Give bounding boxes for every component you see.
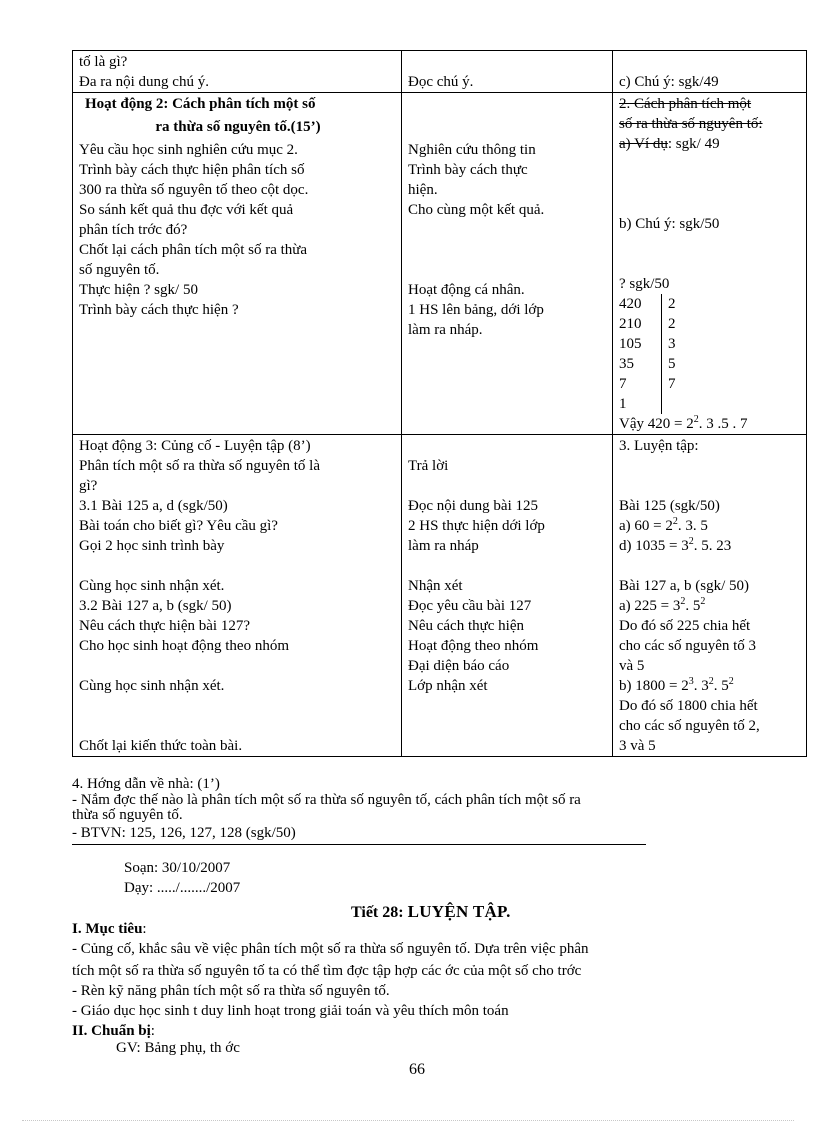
exponent: 2 — [728, 676, 734, 687]
equation-text: a) 225 = 3 — [619, 598, 681, 614]
text-line: So sánh kết quả thu đợc với kết quả — [79, 202, 294, 218]
exponent: 2 — [680, 596, 686, 607]
text-line: hiện. — [408, 182, 438, 198]
text-line: tố là gì? — [79, 54, 128, 70]
goal-line: - Rèn kỹ năng phân tích một số ra thừa số nguyên tố. — [72, 983, 390, 999]
equation-text: . 5 — [713, 678, 729, 694]
factor-divisor: 2 — [661, 314, 676, 334]
teacher-activity-cell — [73, 51, 402, 93]
text-line: c) Chú ý: sgk/49 — [619, 74, 719, 90]
homework-line: - Nắm đợc thế nào là phân tích một số ra thừa số nguyên tố, cách phân tích một số ra — [72, 792, 581, 808]
exponent: 2 — [693, 414, 699, 425]
text-line: Đa ra nội dung chú ý. — [79, 74, 209, 90]
text-line: Cho học sinh hoạt động theo nhóm — [79, 638, 289, 654]
text-line: Nghiên cứu thông tin — [408, 142, 536, 158]
homework-line: thừa số nguyên tố. — [72, 807, 183, 823]
factorization-column — [619, 294, 802, 414]
equation-text: . 3 — [693, 678, 709, 694]
text-line: Lớp nhận xét — [408, 678, 488, 694]
page-bottom-edge — [22, 1120, 794, 1121]
factor-row — [619, 354, 802, 374]
lesson-name: LUYỆN TẬP. — [407, 902, 511, 921]
text-line: b) Chú ý: sgk/50 — [619, 216, 720, 232]
date-taught: Dạy: ...../......./2007 — [124, 880, 241, 896]
divider — [72, 844, 646, 845]
text-line — [408, 556, 608, 576]
page-number: 66 — [409, 1061, 425, 1078]
text-line: và 5 — [619, 658, 645, 674]
text-line: làm ra nháp — [408, 538, 479, 554]
activity-heading: ra thừa số nguyên tố.(15’) — [155, 119, 321, 135]
factor-divisor: 7 — [661, 374, 676, 394]
teacher-materials: GV: Bảng phụ, th ớc — [116, 1040, 240, 1056]
text-line — [408, 436, 608, 456]
student-activity-cell — [402, 51, 613, 93]
text-line: Trình bày cách thực hiện ? — [79, 302, 239, 318]
factor-divisor — [661, 394, 668, 414]
student-activity-cell — [402, 435, 613, 757]
factor-divisor: 5 — [661, 354, 676, 374]
example-label: a) Ví dụ — [619, 136, 668, 152]
text-line: phân tích trớc đó? — [79, 222, 188, 238]
factor-number: 1 — [619, 396, 627, 412]
text-line — [79, 716, 397, 736]
section-heading — [72, 922, 802, 937]
factor-divisor: 2 — [661, 294, 676, 314]
goal-line: - Giáo dục học sinh t duy linh hoạt trong giải toán và yêu thích môn toán — [72, 1003, 509, 1019]
text-line: Cùng học sinh nhận xét. — [79, 678, 225, 694]
result-line — [619, 414, 802, 434]
text-line: Bài toán cho biết gì? Yêu cầu gì? — [79, 518, 278, 534]
factor-row — [619, 374, 802, 394]
text-line: 2 HS thực hiện dới lớp — [408, 518, 545, 534]
text-line: Đọc yêu cầu bài 127 — [408, 598, 532, 614]
text-line: số nguyên tố. — [79, 262, 160, 278]
student-activity-cell — [402, 93, 613, 435]
text-line: Cùng học sinh nhận xét. — [79, 578, 225, 594]
factor-row — [619, 294, 802, 314]
text-line: làm ra nháp. — [408, 322, 483, 338]
section-title: 3. Luyện tập: — [619, 438, 699, 454]
equation-text: . 3. 5 — [677, 518, 708, 534]
date-prepared: Soạn: 30/10/2007 — [124, 860, 231, 876]
equation — [619, 516, 802, 536]
colon: : — [150, 1023, 155, 1039]
factor-row — [619, 314, 802, 334]
exponent: 2 — [672, 516, 678, 527]
text-line: Cho cùng một kết quả. — [408, 202, 545, 218]
text-line: Hoạt động theo nhóm — [408, 638, 539, 654]
teacher-activity-cell — [73, 93, 402, 435]
exponent: 2 — [700, 596, 706, 607]
text-line: Đọc nội dung bài 125 — [408, 498, 538, 514]
text-line: Đọc chú ý. — [408, 74, 474, 90]
text-line: Trình bày cách thực — [408, 162, 528, 178]
activity-heading: Hoạt động 2: Cách phân tích một số — [85, 96, 316, 112]
text-line: Nêu cách thực hiện bài 127? — [79, 618, 250, 634]
table-row-activity-3 — [73, 435, 807, 757]
text-line: gì? — [79, 478, 98, 494]
text-line: 1 HS lên bảng, dới lớp — [408, 302, 544, 318]
content-cell — [613, 435, 807, 757]
factor-divisor: 3 — [661, 334, 676, 354]
text-line: Phân tích một số ra thừa số nguyên tố là — [79, 458, 321, 474]
text-line: Bài 127 a, b (sgk/ 50) — [619, 578, 749, 594]
factor-number: 35 — [619, 356, 634, 372]
text-line — [408, 476, 608, 496]
equation — [619, 676, 802, 696]
text-line: Thực hiện ? sgk/ 50 — [79, 282, 198, 298]
factor-row — [619, 394, 802, 414]
text-line: cho các số nguyên tố 2, — [619, 718, 760, 734]
text-line: 3.1 Bài 125 a, d (sgk/50) — [79, 498, 228, 514]
text-line — [79, 656, 397, 676]
table-row-intro — [73, 51, 807, 93]
objectives-heading: I. Mục tiêu — [72, 921, 143, 937]
text-line: Nhận xét — [408, 578, 463, 594]
section-title: số ra thừa số nguyên tố: — [619, 116, 763, 132]
text-line: 3 và 5 — [619, 738, 656, 754]
text-line: Gọi 2 học sinh trình bày — [79, 538, 225, 554]
table-row-activity-2 — [73, 93, 807, 435]
factor-number: 210 — [619, 316, 642, 332]
text-line — [79, 696, 397, 716]
teacher-activity-cell — [73, 435, 402, 757]
factor-row — [619, 334, 802, 354]
equation-text: a) 60 = 2 — [619, 518, 673, 534]
text-line: Chốt lại kiến thức toàn bài. — [79, 738, 243, 754]
equation-text: . 5. 23 — [693, 538, 732, 554]
text-line: Trình bày cách thực hiện phân tích số — [79, 162, 305, 178]
equation-text: d) 1035 = 3 — [619, 538, 689, 554]
activity-heading: Hoạt động 3: Củng cố - Luyện tập (8’) — [79, 438, 311, 454]
content-cell — [613, 51, 807, 93]
preparation-heading: II. Chuẩn bị — [72, 1023, 151, 1039]
factor-number: 105 — [619, 336, 642, 352]
homework-heading: 4. Hớng dẫn về nhà: (1’) — [72, 776, 220, 792]
homework-line: - BTVN: 125, 126, 127, 128 (sgk/50) — [72, 825, 296, 841]
factor-number: 7 — [619, 376, 627, 392]
equation — [619, 596, 802, 616]
text-line: Nêu cách thực hiện — [408, 618, 524, 634]
text-line — [79, 556, 397, 576]
result-text: . 3 .5 . 7 — [698, 416, 748, 432]
equation — [619, 536, 802, 556]
text-line: Chốt lại cách phân tích một số ra thừa — [79, 242, 308, 258]
text-line: 3.2 Bài 127 a, b (sgk/ 50) — [79, 598, 232, 614]
equation-text: . 5 — [685, 598, 701, 614]
result-text: Vậy 420 = 2 — [619, 416, 694, 432]
factor-number: 420 — [619, 296, 642, 312]
text-line: Yêu cầu học sinh nghiên cứu mục 2. — [79, 142, 298, 158]
exponent: 2 — [688, 536, 694, 547]
text-line: ? sgk/50 — [619, 276, 670, 292]
colon: : — [142, 921, 147, 937]
text-line: Do đó số 1800 chia hết — [619, 698, 758, 714]
exponent: 2 — [708, 676, 714, 687]
content-cell — [613, 93, 807, 435]
example-ref: : sgk/ 49 — [667, 136, 720, 152]
exponent: 3 — [688, 676, 694, 687]
example-line — [619, 134, 802, 154]
text-line: Trả lời — [408, 458, 449, 474]
text-line: Do đó số 225 chia hết — [619, 618, 751, 634]
lesson-table — [72, 50, 807, 757]
goal-line: - Củng cố, khắc sâu về việc phân tích một số ra thừa số nguyên tố. Dựa trên việc phân — [72, 941, 589, 957]
text-line: 300 ra thừa số nguyên tố theo cột dọc. — [79, 182, 309, 198]
section-title: 2. Cách phân tích một — [619, 96, 752, 112]
text-line: Đại diện báo cáo — [408, 658, 510, 674]
text-line: Hoạt động cá nhân. — [408, 282, 525, 298]
lesson-number: Tiết 28: — [351, 904, 404, 921]
lesson-title — [351, 902, 511, 922]
goal-line: tích một số ra thừa số nguyên tố ta có thể tìm đợc tập hợp các ớc của một số cho trớc — [72, 963, 582, 979]
equation-text: b) 1800 = 2 — [619, 678, 689, 694]
section-heading — [72, 1024, 802, 1039]
text-line: cho các số nguyên tố 3 — [619, 638, 757, 654]
text-line: Bài 125 (sgk/50) — [619, 498, 720, 514]
